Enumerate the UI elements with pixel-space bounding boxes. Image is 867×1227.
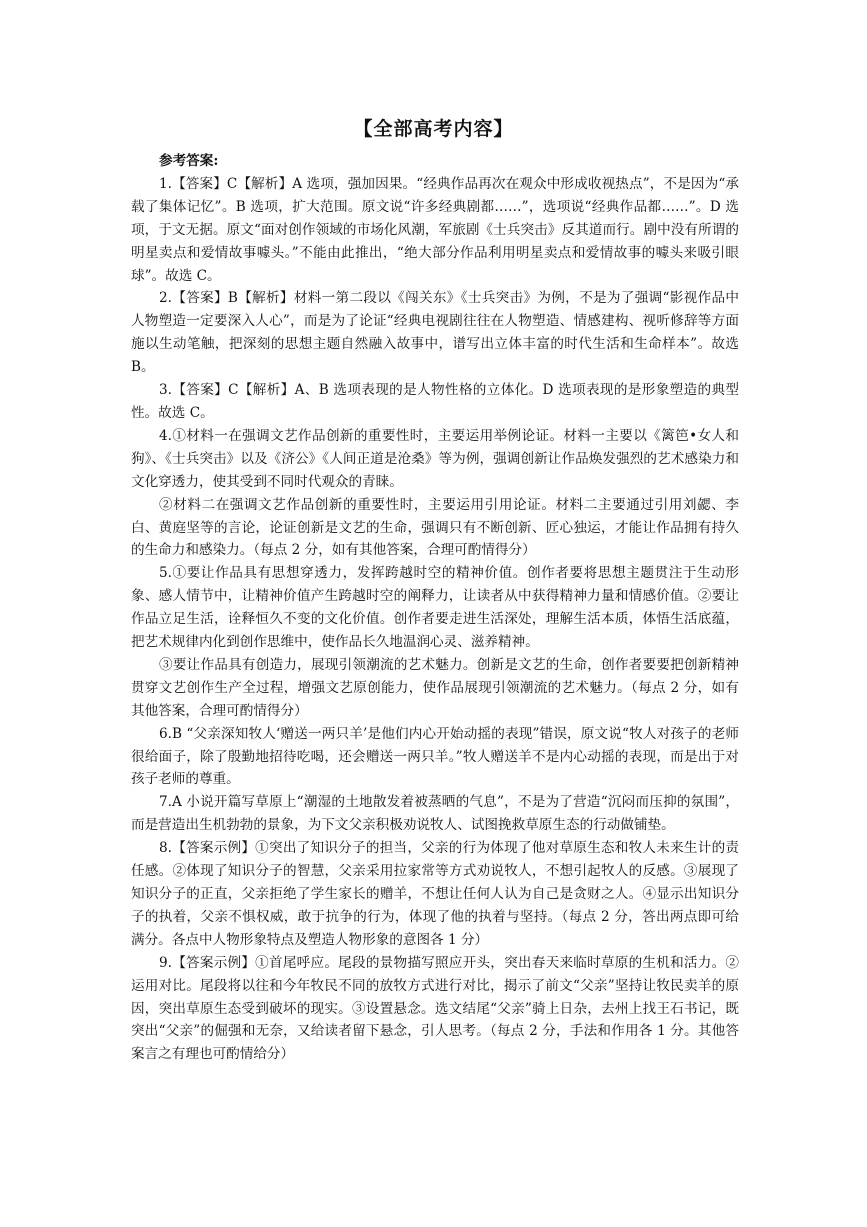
- answer-content: [131, 150, 739, 1066]
- document-title: 【全部高考内容】: [353, 118, 514, 140]
- answer-paragraph-6: 6.B “父亲深知牧人‘赠送一两只羊’是他们内心开始动摇的表现”错误，原文说“牧人对孩子的老师很给面子，除了殷勤地招待吃喝，还会赠送一两只羊。”牧人赠送羊不是内心动摇的表现，而是出于对孩子老师的尊重。: [131, 725, 739, 788]
- answer-paragraph-2: 2.【答案】B【解析】材料一第二段以《闯关东》《士兵突击》为例，不是为了强调“影视作品中人物塑造一定要深入人心”，而是为了论证“经典电视剧往往在人物塑造、情感建构、视听修辞等方面施以生动笔触，把深刻的思想主题自然融入故事中，谱写出立体丰富的时代生活和生命样本”。故选 B。: [131, 290, 739, 376]
- answer-paragraph-9: 9.【答案示例】①首尾呼应。尾段的景物描写照应开头，突出春天来临时草原的生机和活力。②运用对比。尾段将以往和今年牧民不同的放牧方式进行对比，揭示了前文“父亲”坚持让牧民卖羊的原因，突出草原生态受到破坏的现实。③设置悬念。选文结尾“父亲”骑上日杂，去州上找王石书记，既突出“父亲”的倔强和无奈，又给读者留下悬念，引人思考。（每点 2 分，手法和作用各 1 分。其他答案言之有理也可酌情给分）: [131, 954, 739, 1063]
- answer-paragraph-8: 8.【答案示例】①突出了知识分子的担当，父亲的行为体现了他对草原生态和牧人未来生计的责任感。②体现了知识分子的智慧，父亲采用拉家常等方式劝说牧人，不想引起牧人的反感。③展现了知识分子的正直，父亲拒绝了学生家长的赠羊，不想让任何人认为自己是贪财之人。④显示出知识分子的执着，父亲不惧权威，敢于抗争的行为，体现了他的执着与坚持。（每点 2 分，答出两点即可给满分。各点中人物形象特点及塑造人物形象的意图各 1 分）: [131, 840, 739, 948]
- answer-paragraph-5a: 5.①要让作品具有思想穿透力，发挥跨越时空的精神价值。创作者要将思想主题贯注于生动形象、感人情节中，让精神价值产生跨越时空的阐释力，让读者从中获得精神力量和情感价值。②要让作品立足生活，诠释恒久不变的文化价值。创作者要走进生活深处，理解生活本质，体悟生活底蕴，把艺术规律内化到创作思维中，使作品长久地温润心灵、滋养精神。: [131, 565, 739, 651]
- answer-paragraph-7: 7.A 小说开篇写草原上“潮湿的土地散发着被蒸晒的气息”，不是为了营造“沉闷而压抑的氛围”，而是营造出生机勃勃的景象，为下文父亲积极劝说牧人、试图挽救草原生态的行动做铺垫。: [131, 794, 739, 834]
- answer-paragraph-3: 3.【答案】C【解析】A、B 选项表现的是人物性格的立体化。D 选项表现的是形象塑造的典型性。故选 C。: [131, 382, 739, 421]
- answer-paragraph-5b: ③要让作品具有创造力，展现引领潮流的艺术魅力。创新是文艺的生命，创作者要要把创新精神贯穿文艺创作生产全过程，增强文艺原创能力，使作品展现引领潮流的艺术魅力。（每点 2 分，如有其他答案，合理可酌情得分）: [131, 656, 739, 719]
- reference-answer-label: 参考答案:: [159, 153, 219, 169]
- answer-paragraph-1: 1.【答案】C【解析】A 选项，强加因果。“经典作品再次在观众中形成收视热点”，不是因为“承载了集体记忆”。B 选项，扩大范围。原文说“许多经典剧都……”，选项说“经典作品都……”。D 选项，于文无据。原文“面对创作领域的市场化风潮，军旅剧《士兵突击》反其道而行。剧中没有所谓的明星卖点和爱情故事噱头。”不能由此推出，“绝大部分作品利用明星卖点和爱情故事的噱头来吸引眼球”。故选 C。: [131, 175, 739, 284]
- answer-paragraph-4b: ②材料二在强调文艺作品创新的重要性时，主要运用引用论证。材料二主要通过引用刘勰、李白、黄庭坚等的言论，论证创新是文艺的生命，强调只有不断创新、匠心独运，才能让作品拥有持久的生命力和感染力。（每点 2 分，如有其他答案，合理可酌情得分）: [131, 496, 739, 559]
- answer-paragraph-4a: 4.①材料一在强调文艺作品创新的重要性时，主要运用举例论证。材料一主要以《篱笆•女人和狗》、《士兵突击》以及《济公》《人间正道是沧桑》等为例，强调创新让作品焕发强烈的艺术感染力和文化穿透力，使其受到不同时代观众的青睐。: [131, 427, 739, 490]
